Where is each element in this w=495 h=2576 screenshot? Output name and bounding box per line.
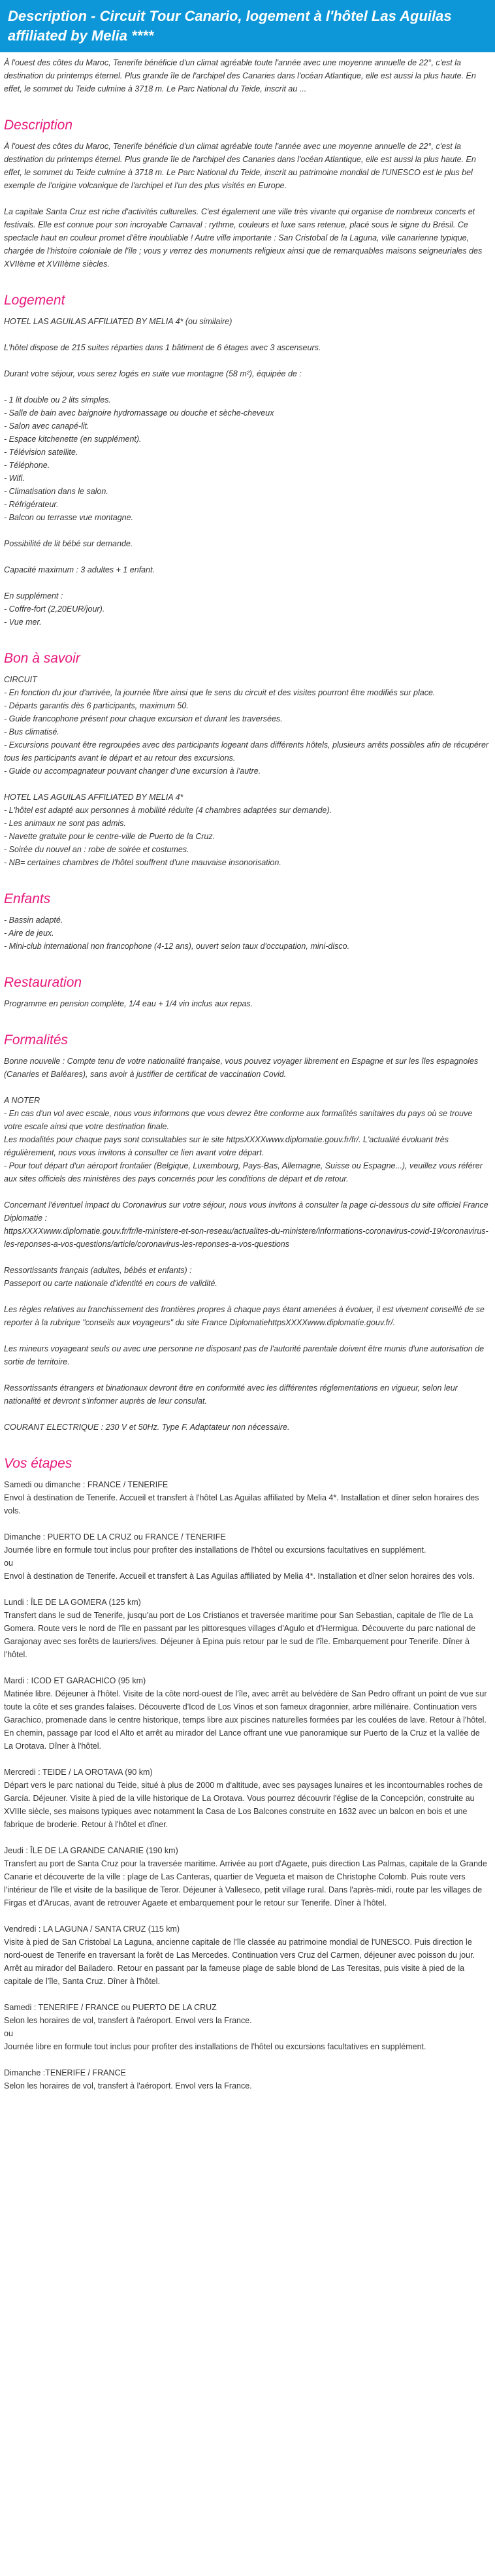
section-line: Selon les horaires de vol, transfert à l'aéroport. Envol vers la France. <box>4 2016 252 2025</box>
section-line: - Télévision satellite. <box>4 448 78 457</box>
section-line <box>4 524 491 537</box>
section-line <box>4 576 491 589</box>
section-line: Les règles relatives au franchissement des frontières propres à chaque pays étant amenées à évoluer, il est vivement conseillé de se reporter à la rubrique "conseils aux voyageurs" du site France DiplomatiehttpsXXXXwww.diplomatie.gouv.fr/. <box>4 1305 487 1327</box>
section-body <box>0 1478 495 2092</box>
section-line: - Espace kitchenette (en supplément). <box>4 435 142 444</box>
section-line: - Guide francophone présent pour chaque excursion et durant les traversées. <box>4 714 283 723</box>
section-line: Vendredi : LA LAGUNA / SANTA CRUZ (115 km) <box>4 1924 180 1934</box>
section-line: Programme en pension complète, 1/4 eau + 1/4 vin inclus aux repas. <box>4 999 253 1008</box>
section-line: - Salle de bain avec baignoire hydromassage ou douche et sèche-cheveux <box>4 408 274 418</box>
section-line: - Balcon ou terrasse vue montagne. <box>4 513 134 522</box>
section-line: - Bassin adapté. <box>4 916 63 925</box>
section-line <box>4 1290 491 1303</box>
section-line: Ressortissants français (adultes, bébés et enfants) : <box>4 1266 192 1275</box>
section-line: Les mineurs voyageant seuls ou avec une personne ne disposant pas de l'autorité parentale doivent être munis d'une autorisation de sortie de territoire. <box>4 1344 487 1366</box>
section-line: Matinée libre. Déjeuner à l'hôtel. Visite de la côte nord-ouest de l'île, avec arrêt au belvédère de San Pedro offrant un point de vue sur toute la côte et ses grandes falaises. Découverte d'Icod de Los Vinos et son fameux dragonnier, arbre millénaire. Continuation vers Garachico, promenade dans le centre historique, temps libre aux piscines naturelles formées par les coulées de lave. Retour à l'hôtel. En chemin, passage par Icod el Alto et arrêt au mirador del Lance offrant une vue panoramique sur Puerto de la Cruz et la vallée de La Orotava. Dîner à l'hôtel. <box>4 1689 489 1751</box>
section-line: L'hôtel dispose de 215 suites réparties dans 1 bâtiment de 6 étages avec 3 ascenseurs. <box>4 343 321 352</box>
section-line <box>4 1909 491 1923</box>
section-line: Départ vers le parc national du Teide, situé à plus de 2000 m d'altitude, avec ses paysages lunaires et les incontournables roches de García. Déjeuner. Visite à pied de la ville historique de La Orotava. Vous pourrez découvrir l'église de la Concepción, construite au XVIIIe siècle, ses maisons typiques avec notamment la Casa de Los Balcones construite en 1632 avec un balcon en bois et une fabrique de broderie. Retour à l'hôtel et dîner. <box>4 1781 485 1829</box>
section-line <box>4 778 491 791</box>
section-line: En supplément : <box>4 591 63 601</box>
section-line: - L'hôtel est adapté aux personnes à mobilité réduite (4 chambres adaptées sur demande). <box>4 806 332 815</box>
section-line: Possibilité de lit bébé sur demande. <box>4 539 133 548</box>
section-line: Transfert dans le sud de Tenerife, jusqu'au port de Los Cristianos et traversée maritime pour San Sebastian, capitale de l'île de La Gomera. Route vers le nord de l'île en passant par les pittoresques villages d'Agulo et d'Hermigua. Découverte du parc national de Garajonay avec ses forêts de lauriers/ives. Déjeuner à Epina puis retour par le sud de l'île. Embarquement pour Tenerife. Dîner à l'hôtel. <box>4 1611 478 1659</box>
section-line: Concernant l'éventuel impact du Coronavirus sur votre séjour, nous vous invitons à consulter la page ci-dessous du site officiel France Diplomatie : <box>4 1200 491 1223</box>
page-title: Description - Circuit Tour Canario, logement à l'hôtel Las Aguilas affiliated by Melia **** <box>0 0 495 52</box>
section-body <box>0 997 495 1010</box>
section-line: - Navette gratuite pour le centre-ville de Puerto de la Cruz. <box>4 832 216 841</box>
section-line: CIRCUIT <box>4 675 37 684</box>
section-line <box>4 354 491 367</box>
section-line: - Excursions pouvant être regroupées avec des participants logeant dans différents hôtels, plusieurs arrêts possibles afin de récupérer tous les participants avant le départ et au retour des excursions. <box>4 740 491 763</box>
section-line: Transfert au port de Santa Cruz pour la traversée maritime. Arrivée au port d'Agaete, puis direction Las Palmas, capitale de la Grande Canarie et découverte de la ville : plage de Las Canteras, quartier de Vegueta et maison de Christophe Colomb. Puis route vers l'intérieur de l'île et visite de la basilique de Teror. Déjeuner à Valleseco, petit village rural. Dans l'après-midi, route par les villages de Firgas et d'Arucas, avant de retrouver Agaete et embarquement pour le retour sur Tenerife. Dîner à l'hôtel. <box>4 1859 490 1907</box>
section-line: - Wifi. <box>4 474 25 483</box>
sections-container <box>0 118 495 2092</box>
section-title: Restauration <box>4 975 82 990</box>
section-line: Jeudi : ÎLE DE LA GRANDE CANARIE (190 km) <box>4 1846 178 1855</box>
section-line <box>4 1368 491 1381</box>
section-line <box>4 192 491 205</box>
section-line: - NB= certaines chambres de l'hôtel souffrent d'une mauvaise insonorisation. <box>4 858 281 867</box>
section-line: Selon les horaires de vol, transfert à l'aéroport. Envol vers la France. <box>4 2081 252 2090</box>
section-line: Visite à pied de San Cristobal La Laguna, ancienne capitale de l'île classée au patrimoine mondial de l'UNESCO. Puis direction le nord-ouest de Tenerife en traversant la forêt de Las Mercedes. Continuation vers Cruz del Carmen, déjeuner avec poisson du jour. Arrêt au mirador del Bailadero. Retour en passant par la fameuse plage de sable blond de Las Teresitas, puis visite à pied de la capitale de l'île, Santa Cruz. Dîner à l'hôtel. <box>4 1938 477 1986</box>
section-line: - Réfrigérateur. <box>4 500 59 509</box>
section-line <box>4 1081 491 1094</box>
section-body <box>0 140 495 271</box>
section-line: - Aire de jeux. <box>4 929 54 938</box>
section-line: Les modalités pour chaque pays sont consultables sur le site httpsXXXXwww.diplomatie.gouv.fr/fr/. L'actualité évoluant très régulièrement, nous vous invitons à consulter ce lien avant votre départ. <box>4 1135 451 1157</box>
section-line: Bonne nouvelle : Compte tenu de votre nationalité française, vous pouvez voyager librement en Espagne et sur les îles espagnoles (Canaries et Baléares), sans avoir à justifier de certificat de vaccination Covid. <box>4 1057 481 1079</box>
section-line: - Téléphone. <box>4 461 50 470</box>
section-line <box>4 1408 491 1421</box>
section-line: - 1 lit double ou 2 lits simples. <box>4 395 111 405</box>
section-line <box>4 1251 491 1264</box>
section-line: Dimanche : PUERTO DE LA CRUZ ou FRANCE / TENERIFE <box>4 1532 226 1542</box>
section-line <box>4 1329 491 1342</box>
section-title: Formalités <box>4 1032 69 1048</box>
section-line: - Salon avec canapé-lit. <box>4 421 89 431</box>
section-body <box>0 914 495 953</box>
section-line: HOTEL LAS AGUILAS AFFILIATED BY MELIA 4* (ou similaire) <box>4 317 232 326</box>
section-line: Mardi : ICOD ET GARACHICO (95 km) <box>4 1676 146 1685</box>
section-line: À l'ouest des côtes du Maroc, Tenerife bénéficie d'un climat agréable toute l'année avec une moyenne annuelle de 22°, c'est la destination du printemps éternel. Plus grande île de l'archipel des Canaries dans l'océan Atlantique, elle est aussi la plus haute. En effet, le sommet du Teide culmine à 3718 m. Le Parc National du Teide, inscrit au patrimoine mondial de l'UNESCO est le plus bel exemple de l'origine volcanique de l'archipel et l'un des plus visités en Europe. <box>4 142 479 190</box>
section-line: Samedi ou dimanche : FRANCE / TENERIFE <box>4 1480 168 1489</box>
section-line: Envol à destination de Tenerife. Accueil et transfert à Las Aguilas affiliated by Melia 4*. Installation et dîner selon horaires des vols. <box>4 1572 475 1581</box>
section-line: - Les animaux ne sont pas admis. <box>4 819 126 828</box>
section-body <box>0 673 495 869</box>
section-body <box>0 1055 495 1434</box>
section-line: ou <box>4 1559 13 1568</box>
section-line <box>4 1517 491 1530</box>
section-line <box>4 1185 491 1198</box>
intro-text: À l'ouest des côtes du Maroc, Tenerife bénéficie d'un climat agréable toute l'année avec une moyenne annuelle de 22°, c'est la destination du printemps éternel. Plus grande île de l'archipel des Canaries dans l'océan Atlantique, elle est aussi la plus haute. En effet, le sommet du Teide culmine à 3718 m. Le Parc National du Teide, inscrit au ... <box>4 58 476 93</box>
section-line: - Mini-club international non francophone (4-12 ans), ouvert selon taux d'occupation, mini-disco. <box>4 942 350 951</box>
section-line: La capitale Santa Cruz est riche d'activités culturelles. C'est également une ville très vivante qui organise de nombreux concerts et festivals. Elle est connue pour son incroyable Carnaval : rythme, couleurs et luxe sans retenue, placé sous le signe du Brésil. Ce spectacle haut en couleur promet d'être inoubliable ! Autre ville importante : San Cristobal de la Laguna, ville canarienne typique, chargée de l'histoire coloniale de l'île ; vous y verrez des monuments religieux ainsi que de remarquables maisons seigneuriales des XVIIème et XVIIIème siècles. <box>4 207 485 269</box>
section-line <box>4 1753 491 1766</box>
section-line: - Coffre-fort (2,20EUR/jour). <box>4 604 105 614</box>
section-line: Journée libre en formule tout inclus pour profiter des installations de l'hôtel ou excursions facultatives en supplément. <box>4 1545 426 1555</box>
section-line <box>4 380 491 393</box>
section-line: Mercredi : TEIDE / LA OROTAVA (90 km) <box>4 1768 153 1777</box>
section-line: A NOTER <box>4 1096 40 1105</box>
section-line <box>4 1988 491 2001</box>
section-line: Passeport ou carte nationale d'identité en cours de validité. <box>4 1279 217 1288</box>
section-line: ou <box>4 2029 13 2038</box>
section-line: Durant votre séjour, vous serez logés en suite vue montagne (58 m²), équipée de : <box>4 369 302 378</box>
section-line <box>4 550 491 563</box>
section-line: HOTEL LAS AGUILAS AFFILIATED BY MELIA 4* <box>4 793 184 802</box>
section-line <box>4 1583 491 1596</box>
section-line: - Climatisation dans le salon. <box>4 487 108 496</box>
section-title: Enfants <box>4 891 51 906</box>
section-line <box>4 328 491 341</box>
section-line: - Pour tout départ d'un aéroport frontalier (Belgique, Luxembourg, Pays-Bas, Allemagne, Suisse ou Espagne...), veuillez vous référer aux sites officiels des ministères des pays concernés pour les conditions de départ et de retour. <box>4 1161 485 1183</box>
section-title: Logement <box>4 293 65 308</box>
section-line: - Soirée du nouvel an : robe de soirée et costumes. <box>4 845 189 854</box>
section-title: Description <box>4 118 73 133</box>
section-line: Lundi : ÎLE DE LA GOMERA (125 km) <box>4 1598 141 1607</box>
section-line: Capacité maximum : 3 adultes + 1 enfant. <box>4 565 155 574</box>
section-line <box>4 1831 491 1844</box>
section-line: - Bus climatisé. <box>4 727 59 736</box>
section-line <box>4 1661 491 1674</box>
section-line: Ressortissants étrangers et binationaux devront être en conformité avec les différentes réglementations en vigueur, selon leur nationalité et devront s'informer auprès de leur consulat. <box>4 1383 460 1406</box>
section-line: - En fonction du jour d'arrivée, la journée libre ainsi que le sens du circuit et des visites pourront être modifiés sur place. <box>4 688 436 697</box>
section-title: Vos étapes <box>4 1456 72 1471</box>
section-line: Samedi : TENERIFE / FRANCE ou PUERTO DE LA CRUZ <box>4 2003 217 2012</box>
section-line: - Guide ou accompagnateur pouvant changer d'une excursion à l'autre. <box>4 767 261 776</box>
section-line: Dimanche :TENERIFE / FRANCE <box>4 2068 126 2077</box>
section-body <box>0 315 495 629</box>
section-line: httpsXXXXwww.diplomatie.gouv.fr/fr/le-ministere-et-son-reseau/actualites-du-ministere/informations-coronavirus-covid-19/coronavirus-les-reponses-a-vos-questions/article/coronavirus-les-reponses-a-vos-questions <box>4 1227 488 1249</box>
section-line: Journée libre en formule tout inclus pour profiter des installations de l'hôtel ou excursions facultatives en supplément. <box>4 2042 426 2051</box>
section-line: - En cas d'un vol avec escale, nous vous informons que vous devrez être conforme aux formalités sanitaires du pays où se trouve votre escale ainsi que votre destination finale. <box>4 1109 475 1131</box>
section-line: - Vue mer. <box>4 618 42 627</box>
section-line: - Départs garantis dès 6 participants, maximum 50. <box>4 701 189 710</box>
section-line: Envol à destination de Tenerife. Accueil et transfert à l'hôtel Las Aguilas affiliated by Melia 4*. Installation et dîner selon horaires des vols. <box>4 1493 481 1515</box>
section-line <box>4 2053 491 2066</box>
section-line: COURANT ELECTRIQUE : 230 V et 50Hz. Type F. Adaptateur non nécessaire. <box>4 1423 290 1432</box>
section-title: Bon à savoir <box>4 651 80 666</box>
